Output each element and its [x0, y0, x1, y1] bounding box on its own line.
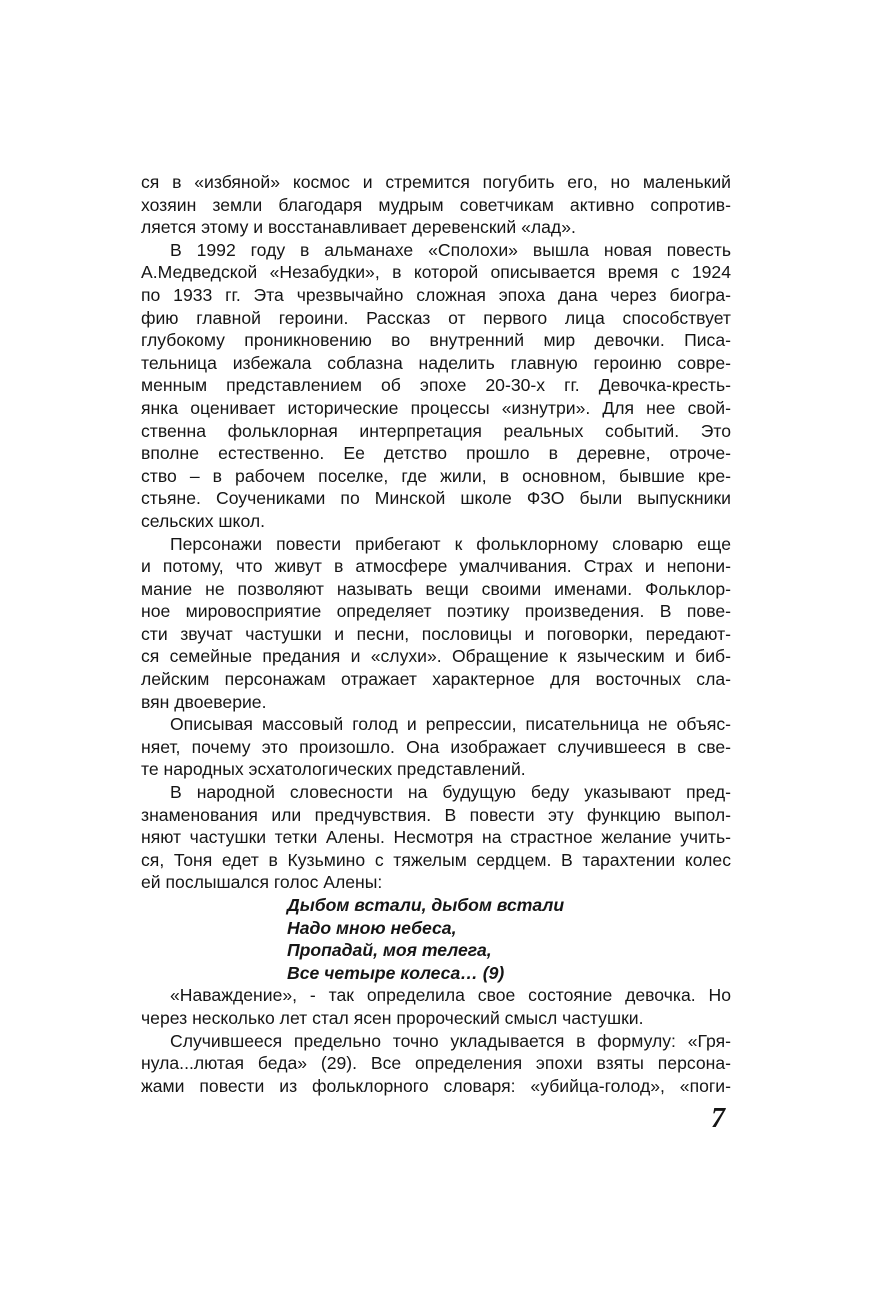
- text-line: янка оценивает исторические процессы «изнутри». Для нее свой-: [141, 397, 731, 418]
- verse-block: [141, 894, 731, 984]
- text-line: няет, почему это произошло. Она изображает случившееся в све-: [141, 736, 731, 757]
- text-line: нула...лютая беда» (29). Все определения эпохи взяты персона-: [141, 1053, 731, 1074]
- text-line: жами повести из фольклорного словаря: «убийца-голод», «поги-: [141, 1075, 731, 1096]
- text-line: и потому, что живут в атмосфере умалчивания. Страх и непони-: [141, 556, 731, 577]
- paragraph-4: [141, 713, 731, 781]
- text-line: вян двоеверие.: [141, 691, 267, 712]
- text-line: ей послышался голос Алены:: [141, 872, 383, 893]
- verse-line: Дыбом встали, дыбом встали: [287, 895, 565, 915]
- text-line: В народной словесности на будущую беду указывают пред-: [170, 782, 731, 803]
- text-line: по 1933 гг. Эта чрезвычайно сложная эпоха дана через биогра-: [141, 284, 731, 305]
- text-line: хозяин земли благодаря мудрым советчикам активно сопротив-: [141, 194, 731, 215]
- paragraph-1: [141, 171, 731, 239]
- text-line: ственна фольклорная интерпретация реальных событий. Это: [141, 420, 731, 441]
- text-line: знаменования или предчувствия. В повести эту функцию выпол-: [141, 804, 731, 825]
- text-line: тельница избежала соблазна наделить главную героиню совре-: [141, 352, 731, 373]
- text-line: ство – в рабочем поселке, где жили, в основном, бывшие кре-: [141, 465, 731, 486]
- text-line: ся, Тоня едет в Кузьмино с тяжелым сердцем. В тарахтении колес: [141, 849, 731, 870]
- text-line: Персонажи повести прибегают к фольклорному словарю еще: [170, 533, 731, 554]
- text-line: Описывая массовый голод и репрессии, писательница не объяс-: [170, 714, 731, 735]
- text-line: глубокому проникновению во внутренний мир девочки. Писа-: [141, 330, 731, 351]
- text-line: «Наваждение», - так определила свое состояние девочка. Но: [170, 985, 731, 1006]
- text-line: фию главной героини. Рассказ от первого лица способствует: [141, 307, 731, 328]
- text-line: мание не позволяют называть вещи своими именами. Фольклор-: [141, 578, 731, 599]
- verse-line: Пропадай, моя телега,: [287, 940, 492, 961]
- page-number: 7: [711, 1103, 725, 1134]
- page-body: [141, 171, 731, 1097]
- text-line: те народных эсхатологических представлений.: [141, 759, 526, 780]
- text-line: ное мировосприятие определяет поэтику произведения. В пове-: [141, 601, 731, 622]
- paragraph-6: [141, 984, 731, 1029]
- paragraph-5: [141, 781, 731, 894]
- paragraph-2: [141, 239, 731, 533]
- paragraph-3: [141, 533, 731, 714]
- verse-line: Надо мною небеса,: [287, 917, 457, 938]
- text-line: ляется этому и восстанавливает деревенский «лад».: [141, 217, 576, 238]
- text-line: В 1992 году в альманахе «Сполохи» вышла новая повесть: [170, 239, 731, 260]
- text-line: сельских школ.: [141, 510, 265, 531]
- text-line: через несколько лет стал ясен пророческий смысл частушки.: [141, 1007, 644, 1028]
- paragraph-7: [141, 1030, 731, 1098]
- verse-line: Все четыре колеса… (9): [287, 962, 505, 983]
- text-line: сти звучат частушки и песни, пословицы и поговорки, передают-: [141, 623, 731, 644]
- text-line: ся в «избяной» космос и стремится погубить его, но маленький: [141, 172, 731, 192]
- text-line: лейским персонажам отражает характерное для восточных сла-: [141, 669, 731, 690]
- text-line: вполне естественно. Ее детство прошло в деревне, отроче-: [141, 443, 731, 464]
- text-line: Случившееся предельно точно укладывается в формулу: «Гря-: [170, 1030, 731, 1051]
- text-line: А.Медведской «Незабудки», в которой описывается время с 1924: [141, 262, 731, 283]
- text-line: няют частушки тетки Алены. Несмотря на страстное желание учить-: [141, 827, 731, 848]
- text-line: менным представлением об эпохе 20-30-х гг. Девочка-кресть-: [141, 375, 731, 396]
- text-line: ся семейные предания и «слухи». Обращение к языческим и биб-: [141, 646, 731, 667]
- text-line: стьяне. Соучениками по Минской школе ФЗО были выпускники: [141, 488, 731, 509]
